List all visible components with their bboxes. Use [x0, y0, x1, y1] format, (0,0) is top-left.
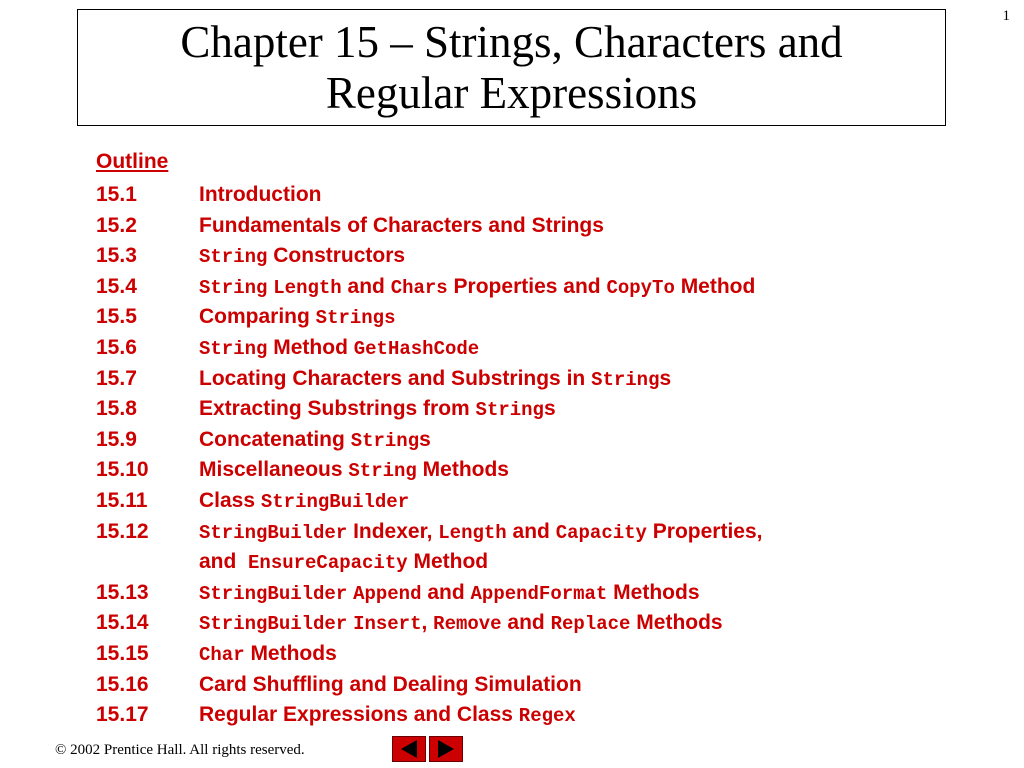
- outline-item-title: [199, 639, 762, 670]
- outline-item-number: 15.17: [96, 703, 149, 727]
- code-term: StringBuilder: [260, 490, 410, 513]
- outline-item: [96, 700, 762, 731]
- title-text: Method: [674, 274, 756, 298]
- outline-item-number: 15.1: [96, 183, 137, 206]
- outline-item-title: [199, 272, 762, 303]
- code-term: Regex: [518, 705, 576, 728]
- outline-item-title: [199, 455, 762, 486]
- title-text: Class: [199, 488, 261, 512]
- title-text: Fundamentals of Characters and Strings: [199, 213, 604, 237]
- outline-item-title: [199, 517, 762, 548]
- code-term: StringBuilder: [199, 582, 348, 605]
- outline-item: [96, 455, 762, 486]
- outline-item: [96, 241, 762, 272]
- outline-item-number: 15.16: [96, 672, 149, 696]
- code-term: String: [350, 429, 420, 452]
- title-text: s: [543, 397, 556, 421]
- code-term: CopyTo: [606, 276, 675, 299]
- outline-item: [96, 272, 762, 303]
- outline-item: [96, 670, 762, 701]
- code-term: Length: [438, 521, 507, 544]
- outline-item: [96, 302, 762, 333]
- outline-item-number: 15.3: [96, 244, 137, 268]
- outline-item: [96, 425, 762, 456]
- title-text: Method: [407, 550, 489, 574]
- code-term: String: [199, 276, 268, 299]
- title-text: Comparing: [199, 305, 316, 329]
- code-term: Strings: [315, 307, 396, 330]
- right-arrow-icon: [430, 737, 462, 761]
- slide-navigation: [392, 736, 463, 762]
- title-text: Miscellaneous: [199, 458, 349, 482]
- outline-item-title: [199, 608, 762, 639]
- outline-item: [96, 180, 762, 211]
- outline-item-number: 15.11: [96, 488, 148, 512]
- code-term: AppendFormat: [470, 582, 608, 605]
- title-text: Methods: [607, 580, 700, 604]
- code-term: String: [591, 368, 660, 391]
- title-text: and: [199, 550, 249, 574]
- code-term: Capacity: [555, 521, 647, 544]
- outline-item: [96, 364, 762, 395]
- outline-item: [96, 394, 762, 425]
- outline-item-number: 15.15: [96, 641, 149, 665]
- code-term: GetHashCode: [353, 337, 480, 360]
- title-text: Method: [267, 335, 354, 359]
- left-arrow-icon: [393, 737, 425, 761]
- title-text: Regular Expressions and Class: [199, 703, 519, 727]
- code-term: String: [475, 399, 544, 422]
- title-text: Methods: [630, 611, 723, 635]
- code-term: Chars: [390, 276, 448, 299]
- outline-item-title: [199, 302, 762, 333]
- title-text: Concatenating: [199, 427, 351, 451]
- title-text: Properties,: [646, 519, 763, 543]
- outline-item-title: [199, 364, 762, 395]
- outline-list: [96, 180, 762, 731]
- outline-item: [96, 211, 762, 242]
- code-term: Insert: [353, 613, 422, 636]
- title-text: Methods: [416, 458, 509, 482]
- next-slide-button[interactable]: [429, 736, 463, 762]
- outline-item-number: 15.14: [96, 611, 149, 635]
- code-term: String: [348, 460, 417, 483]
- title-text: Locating Characters and Substrings in: [199, 366, 592, 390]
- code-term: StringBuilder: [199, 521, 348, 544]
- code-term: Append: [353, 582, 422, 605]
- title-text: Properties and: [447, 274, 607, 298]
- code-term: String: [199, 246, 268, 269]
- outline-item: [96, 639, 762, 670]
- code-term: EnsureCapacity: [248, 552, 408, 575]
- outline-item-title: [199, 241, 762, 272]
- title-text: and: [421, 580, 471, 604]
- outline-item-title: [199, 333, 762, 364]
- title-text: Indexer,: [347, 519, 439, 543]
- code-term: Replace: [550, 613, 631, 636]
- outline-item-number: 15.10: [96, 458, 149, 482]
- outline-item-number: 15.8: [96, 397, 137, 421]
- outline-item: [96, 578, 762, 609]
- title-text: s: [419, 427, 431, 451]
- outline-item-title: [199, 547, 762, 578]
- code-term: String: [199, 337, 268, 360]
- code-term: StringBuilder: [199, 613, 348, 636]
- title-text: and: [341, 274, 391, 298]
- outline-item-title: [199, 486, 762, 517]
- outline-item: [96, 517, 762, 548]
- outline-item: [96, 486, 762, 517]
- outline-heading: Outline: [96, 150, 169, 173]
- outline-item-title: [199, 425, 762, 456]
- outline-item-title: [199, 394, 762, 425]
- title-text: s: [659, 366, 672, 390]
- copyright-footer: © 2002 Prentice Hall. All rights reserved.: [55, 742, 305, 758]
- title-text: ,: [421, 611, 434, 635]
- outline-item-continuation: [96, 547, 762, 578]
- title-text: and: [501, 611, 551, 635]
- outline-item-number: 15.7: [96, 366, 137, 390]
- title-text: Extracting Substrings from: [199, 397, 476, 421]
- slide-title-line-2: Regular Expressions: [325, 67, 698, 118]
- outline-item-title: [199, 700, 762, 731]
- title-text: Methods: [244, 641, 337, 665]
- outline-item: [96, 608, 762, 639]
- outline-item-title: [199, 180, 762, 211]
- title-text: Card Shuffling and Dealing Simulation: [199, 672, 582, 696]
- title-box: [77, 9, 946, 126]
- code-term: Remove: [433, 613, 502, 636]
- outline-item-title: [199, 211, 762, 242]
- outline-item-title: [199, 670, 762, 701]
- outline: [96, 150, 762, 731]
- page-number: 1: [1002, 8, 1010, 24]
- outline-item-number: 15.5: [96, 305, 137, 329]
- title-text: and: [506, 519, 556, 543]
- previous-slide-button[interactable]: [392, 736, 426, 762]
- outline-item-number: 15.2: [96, 213, 137, 237]
- title-text: Introduction: [199, 183, 322, 206]
- code-term: Char: [199, 643, 245, 666]
- outline-item-number: 15.9: [96, 427, 137, 451]
- title-text: Constructors: [267, 244, 406, 268]
- outline-item-number: 15.13: [96, 580, 149, 604]
- outline-item-number: 15.6: [96, 335, 137, 359]
- outline-item-number: 15.12: [96, 519, 149, 543]
- outline-item-title: [199, 578, 762, 609]
- outline-item-number: 15.4: [96, 274, 137, 298]
- code-term: Length: [273, 276, 342, 299]
- slide-title-line-1: Chapter 15 – Strings, Characters and: [180, 16, 843, 67]
- outline-item: [96, 333, 762, 364]
